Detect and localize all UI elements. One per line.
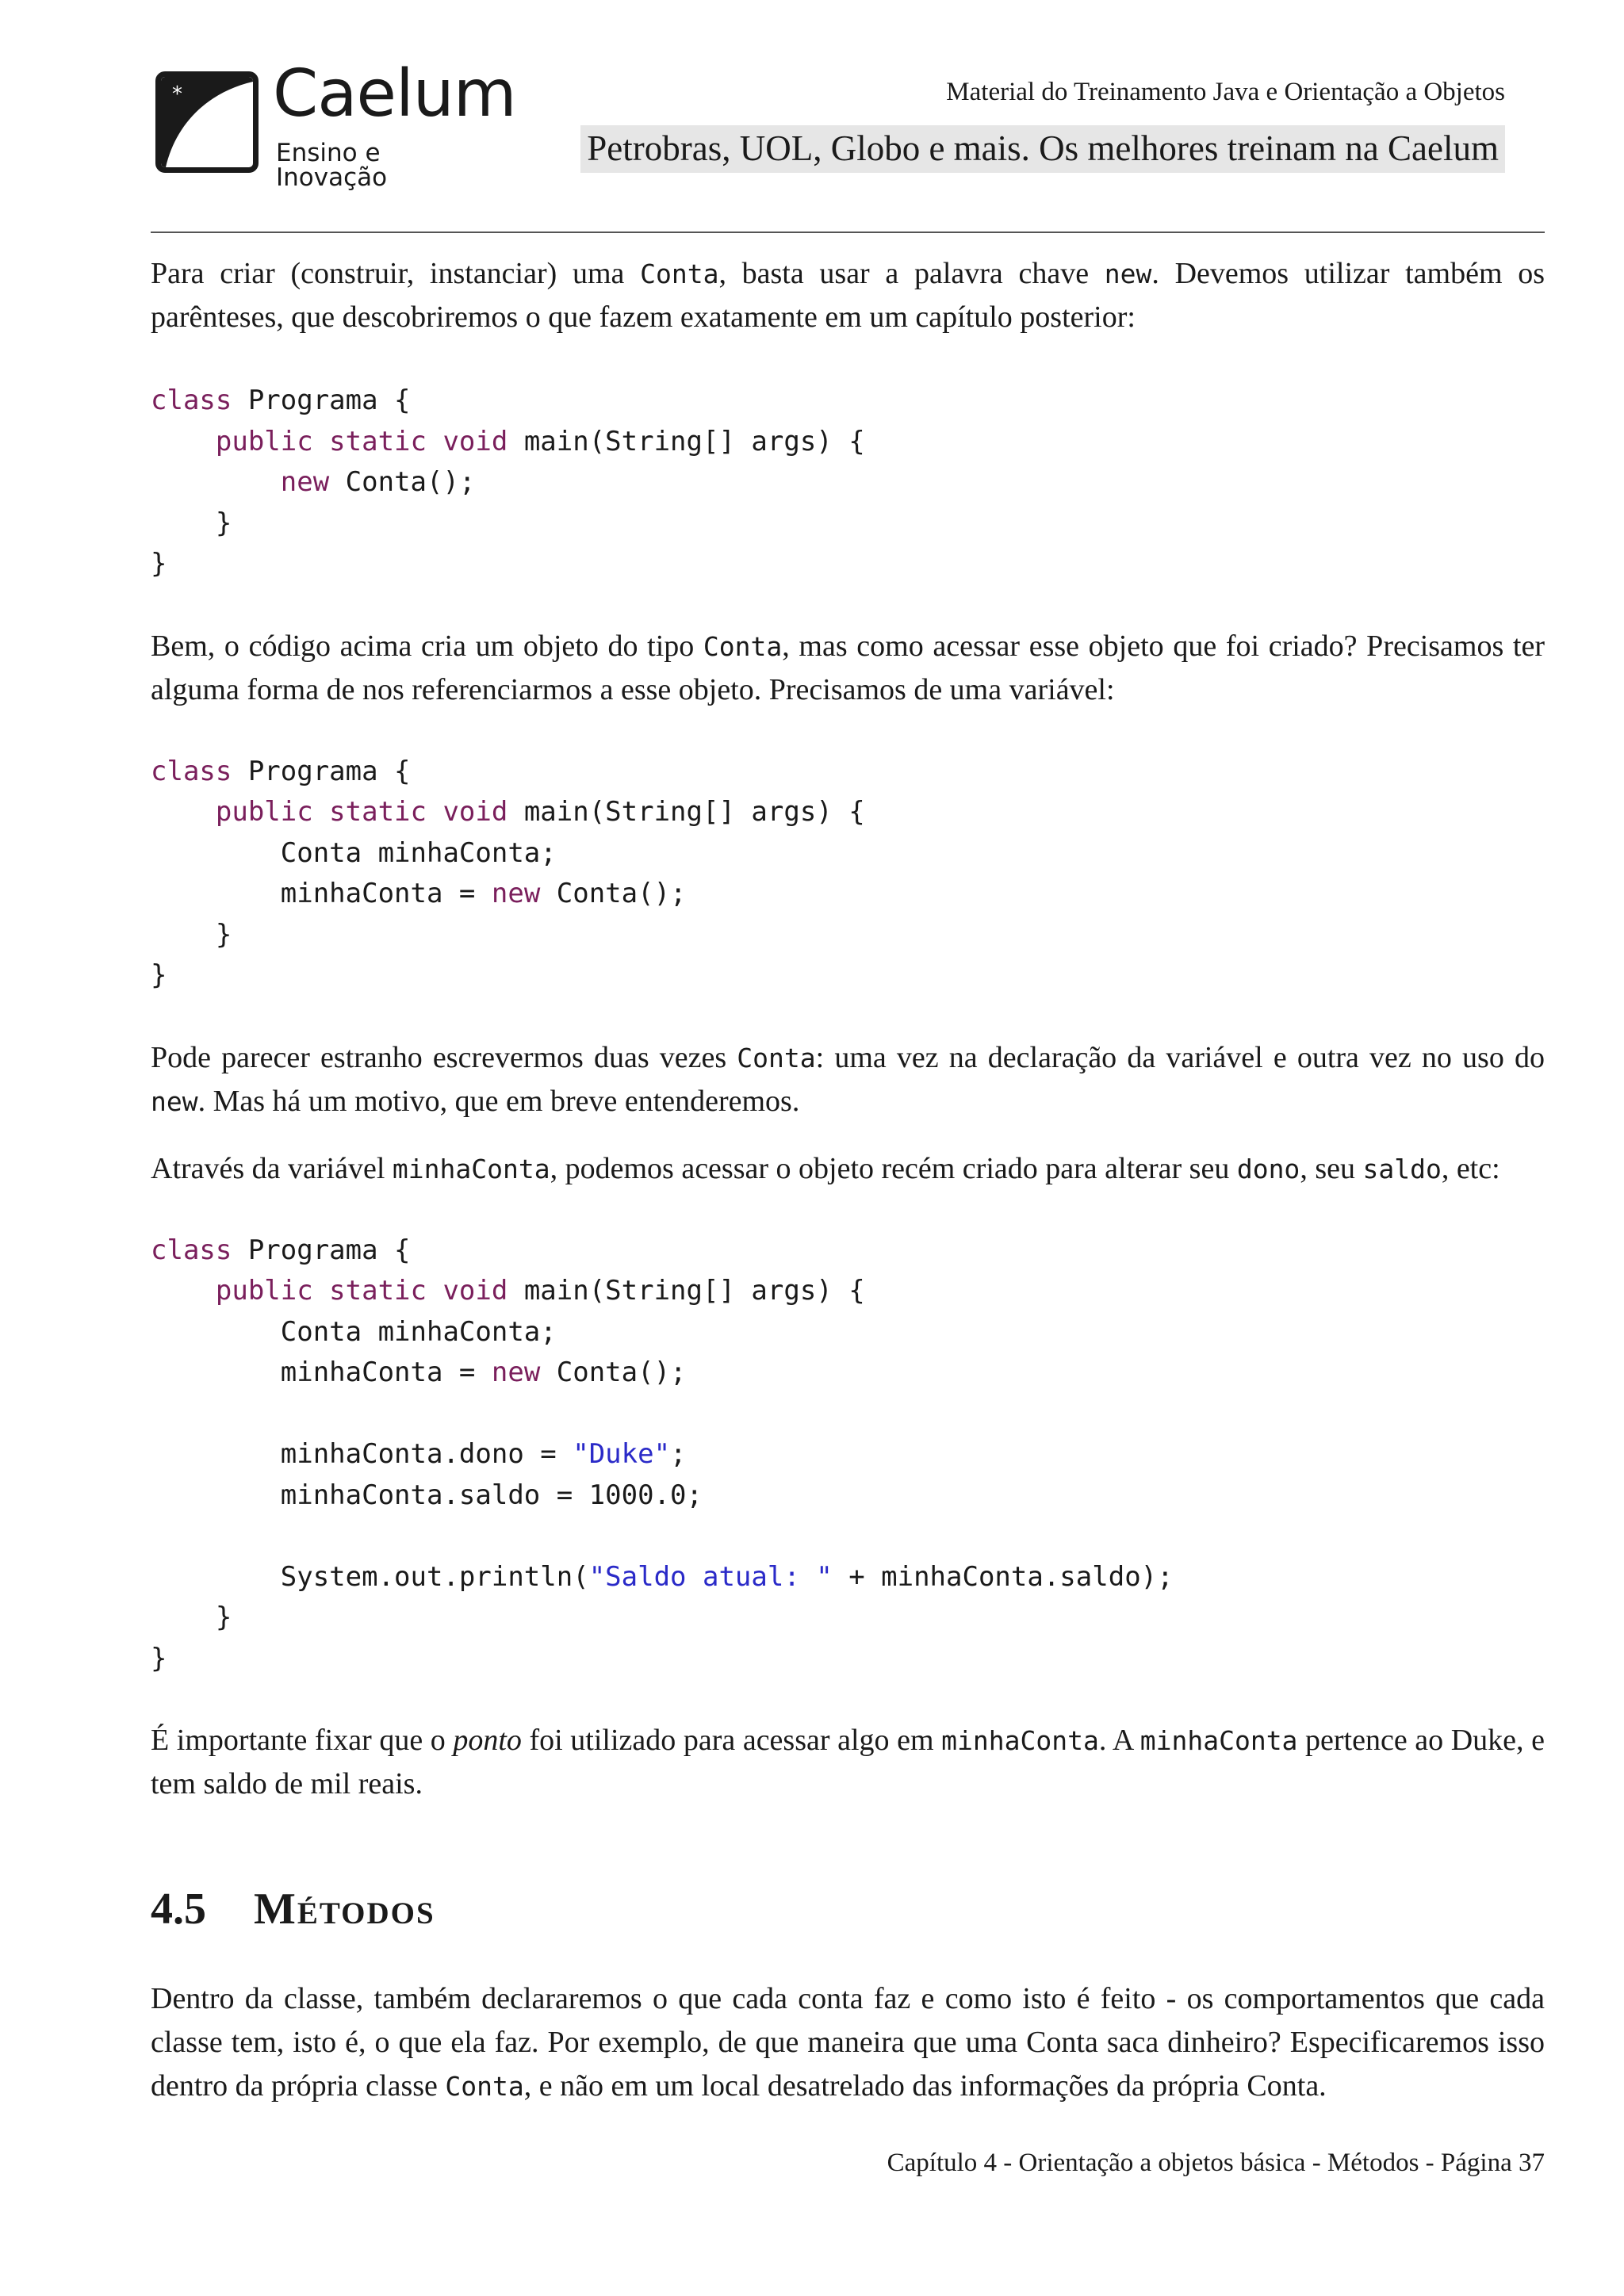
code-block-2: class Programa { public static void main(String[] args) { Conta minhaConta; minhaConta = new Conta(); } } (151, 755, 865, 991)
inline-code: saldo (1362, 1153, 1442, 1184)
emphasis: ponto (453, 1724, 522, 1757)
page-footer: Capítulo 4 - Orientação a objetos básica - Métodos - Página 37 (887, 2149, 1545, 2177)
header-divider (151, 232, 1545, 233)
caelum-logo-icon (155, 71, 259, 173)
code-block-3: class Programa { public static void main(String[] args) { Conta minhaConta; minhaConta = new Conta(); minhaConta.dono = "Duke"; minhaConta.saldo = 1000.0; System.out.println("Saldo atual: " + minhaConta.saldo); } } (151, 1234, 1174, 1674)
inline-code: minhaConta (1139, 1725, 1298, 1756)
logo-tagline: Ensino e Inovação (276, 139, 388, 192)
inline-code: dono (1236, 1153, 1300, 1184)
paragraph-1: Para criar (construir, instanciar) uma Conta, basta usar a palavra chave new. Devemos utilizar também os parênteses, que descobriremos o que fazem exatamente em um capítulo posterior: (151, 257, 1545, 334)
paragraph-3: Pode parecer estranho escrevermos duas vezes Conta: uma vez na declaração da variável e outra vez no uso do new. Mas há um motivo, que em breve entenderemos. (151, 1040, 1545, 1118)
inline-code: Conta (703, 630, 783, 662)
inline-code: Conta (737, 1042, 816, 1073)
code-block-1: class Programa { public static void main(String[] args) { new Conta(); } } (151, 385, 865, 580)
section-title: Métodos (254, 1885, 435, 1934)
page-content (151, 247, 1545, 2108)
section-heading (151, 1885, 1545, 1934)
paragraph-5: É importante fixar que o ponto foi utilizado para acessar algo em minhaConta. A minhaConta pertence ao Duke, e tem saldo de mil reais. (151, 1724, 1545, 1800)
paragraph-6: Dentro da classe, também declararemos o que cada conta faz e como isto é feito - os comportamentos que cada classe tem, isto é, o que ela faz. Por exemplo, de que maneira que uma Conta saca dinheiro? Especificaremos isso dentro da própria classe Conta, e não em um local desatrelado das informações da própria Conta. (151, 1982, 1545, 2103)
inline-code: new (151, 1085, 198, 1117)
material-title: Material do Treinamento Java e Orientação a Objetos (946, 78, 1505, 106)
inline-code: Conta (640, 258, 719, 289)
caelum-logo (155, 56, 516, 192)
inline-code: Conta (445, 2071, 524, 2102)
logo-mark-icon (161, 77, 253, 167)
svg-text:*: * (172, 82, 182, 106)
inline-code: minhaConta (392, 1153, 550, 1184)
paragraph-2: Bem, o código acima cria um objeto do tipo Conta, mas como acessar esse objeto que foi criado? Precisamos ter alguma forma de nos referenciarmos a esse objeto. Precisamos de uma variável: (151, 629, 1545, 706)
paragraph-4: Através da variável minhaConta, podemos acessar o objeto recém criado para alterar seu dono, seu saldo, etc: (151, 1151, 1500, 1185)
logo-name: Caelum (273, 56, 516, 132)
section-number: 4.5 (151, 1885, 206, 1934)
header-banner: Petrobras, UOL, Globo e mais. Os melhores treinam na Caelum (580, 125, 1505, 173)
inline-code: minhaConta (941, 1725, 1099, 1756)
inline-code: new (1104, 258, 1152, 289)
